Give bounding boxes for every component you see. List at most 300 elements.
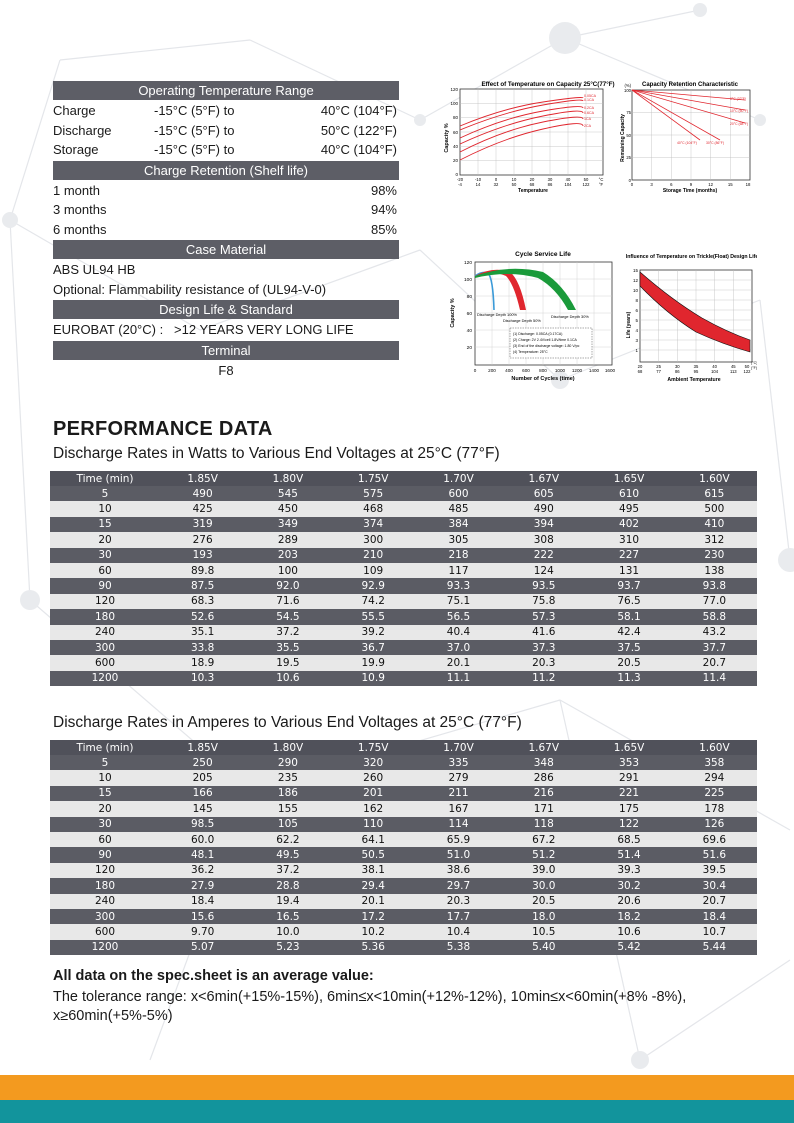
value-cell: 30.0 xyxy=(501,878,586,893)
value-cell: 100 xyxy=(245,563,330,578)
table-row xyxy=(50,578,757,593)
table-row xyxy=(50,832,757,847)
value-cell: 218 xyxy=(416,548,501,563)
row-min: -15°C (5°F) to xyxy=(154,142,235,157)
column-header-voltage: 1.70V xyxy=(416,740,501,755)
value-cell: 118 xyxy=(501,817,586,832)
value-cell: 575 xyxy=(331,486,416,501)
y-tick: 40 xyxy=(452,144,458,149)
table-row xyxy=(50,924,757,939)
x-tick: 30 xyxy=(547,177,553,182)
value-cell: 39.3 xyxy=(586,863,671,878)
value-cell: 10.4 xyxy=(416,924,501,939)
value-cell: 175 xyxy=(586,801,671,816)
column-header-voltage: 1.80V xyxy=(245,471,330,486)
table-row xyxy=(50,655,757,670)
value-cell: 109 xyxy=(331,563,416,578)
value-cell: 15.6 xyxy=(160,909,245,924)
column-header-voltage: 1.75V xyxy=(331,740,416,755)
column-header-voltage: 1.65V xyxy=(586,471,671,486)
spec-row-discharge xyxy=(53,121,399,141)
chart-title xyxy=(626,254,757,260)
table-row xyxy=(50,563,757,578)
value-cell: 69.6 xyxy=(672,832,757,847)
value-cell: 201 xyxy=(331,786,416,801)
value-cell: 145 xyxy=(160,801,245,816)
value-cell: 58.8 xyxy=(672,609,757,624)
value-cell: 155 xyxy=(245,801,330,816)
value-cell: 186 xyxy=(245,786,330,801)
y-tick: 12 xyxy=(632,278,638,283)
value-cell: 20.1 xyxy=(416,655,501,670)
value-cell: 490 xyxy=(501,501,586,516)
value-cell: 166 xyxy=(160,786,245,801)
spec-row-charge xyxy=(53,101,399,121)
time-cell: 120 xyxy=(50,594,160,609)
x-tick: 95 xyxy=(693,369,699,374)
value-cell: 10.9 xyxy=(331,671,416,686)
x-tick: 12 xyxy=(708,182,713,187)
value-cell: 30.4 xyxy=(672,878,757,893)
x-tick: 20 xyxy=(637,364,643,369)
value-cell: 216 xyxy=(501,786,586,801)
value-cell: 16.5 xyxy=(245,909,330,924)
time-cell: 1200 xyxy=(50,940,160,955)
value-cell: 320 xyxy=(331,755,416,770)
chart-note: (4) Temperature: 25°C xyxy=(513,350,548,354)
value-cell: 75.1 xyxy=(416,594,501,609)
value-cell: 394 xyxy=(501,517,586,532)
y-tick: 0 xyxy=(628,178,631,183)
footer-orange-band xyxy=(0,1075,794,1100)
value-cell: 291 xyxy=(586,770,671,785)
y-tick: 120 xyxy=(463,261,472,266)
value-cell: 600 xyxy=(416,486,501,501)
value-cell: 5.44 xyxy=(672,940,757,955)
x-tick: 68 xyxy=(529,182,535,187)
x-tick: 1400 xyxy=(588,368,600,373)
curve-label: Discharge Depth 30% xyxy=(551,314,589,319)
value-cell: 43.2 xyxy=(672,625,757,640)
y-axis-label: Capacity % xyxy=(444,123,450,153)
value-cell: 10.2 xyxy=(331,924,416,939)
value-cell: 105 xyxy=(245,817,330,832)
curve-label: Discharge Depth 100% xyxy=(477,312,518,317)
value-cell: 38.6 xyxy=(416,863,501,878)
x-unit: (°C) xyxy=(751,361,757,365)
value-cell: 60.0 xyxy=(160,832,245,847)
chart-title: Capacity Retention Characteristic xyxy=(641,82,739,88)
y-tick: 3 xyxy=(635,338,638,343)
curve-label: 10°C (50°F) xyxy=(730,109,748,113)
y-tick: 40 xyxy=(466,329,472,334)
value-cell: 20.1 xyxy=(331,894,416,909)
spec-row-retention-3 xyxy=(53,200,399,220)
time-cell: 240 xyxy=(50,625,160,640)
table-row xyxy=(50,501,757,516)
table-row xyxy=(50,671,757,686)
value-cell: 71.6 xyxy=(245,594,330,609)
watts-discharge-table xyxy=(50,471,757,686)
value-cell: 28.8 xyxy=(245,878,330,893)
curve-label: 1CA xyxy=(584,117,591,121)
row-text: EUROBAT (20°C) : >12 YEARS VERY LONG LIFE xyxy=(53,322,354,337)
value-cell: 5.07 xyxy=(160,940,245,955)
time-cell: 30 xyxy=(50,817,160,832)
value-cell: 279 xyxy=(416,770,501,785)
value-cell: 27.9 xyxy=(160,878,245,893)
row-label: Discharge xyxy=(53,122,112,138)
value-cell: 162 xyxy=(331,801,416,816)
value-cell: 98.5 xyxy=(160,817,245,832)
value-cell: 56.5 xyxy=(416,609,501,624)
x-tick: 40 xyxy=(712,364,717,369)
row-min: -15°C (5°F) to xyxy=(154,103,235,118)
row-label: Storage xyxy=(53,142,99,157)
value-cell: 289 xyxy=(245,532,330,547)
time-cell: 180 xyxy=(50,878,160,893)
value-cell: 5.40 xyxy=(501,940,586,955)
value-cell: 110 xyxy=(331,817,416,832)
value-cell: 122 xyxy=(586,817,671,832)
value-cell: 51.0 xyxy=(416,847,501,862)
value-cell: 39.0 xyxy=(501,863,586,878)
value-cell: 37.2 xyxy=(245,625,330,640)
x-tick: 68 xyxy=(637,369,643,374)
value-cell: 92.9 xyxy=(331,578,416,593)
x-tick: 1200 xyxy=(571,368,583,373)
y-tick: 1 xyxy=(635,348,638,353)
value-cell: 211 xyxy=(416,786,501,801)
value-cell: 92.0 xyxy=(245,578,330,593)
value-cell: 20.3 xyxy=(501,655,586,670)
value-cell: 37.5 xyxy=(586,640,671,655)
column-header-time: Time (min) xyxy=(50,740,160,755)
chart-note: (3) End of the discharge voltage: 1.80 V/pc xyxy=(513,344,580,348)
x-tick: -10 xyxy=(474,177,482,182)
table-row xyxy=(50,609,757,624)
x-tick: 1000 xyxy=(554,368,566,373)
curve-label: 0°C (32°F) xyxy=(730,97,747,101)
curve-label: 0.1CA xyxy=(584,98,594,102)
column-header-voltage: 1.80V xyxy=(245,740,330,755)
value-cell: 19.4 xyxy=(245,894,330,909)
y-tick: 80 xyxy=(466,295,472,300)
time-cell: 600 xyxy=(50,924,160,939)
value-cell: 9.70 xyxy=(160,924,245,939)
value-cell: 227 xyxy=(586,548,671,563)
value-cell: 167 xyxy=(416,801,501,816)
value-cell: 67.2 xyxy=(501,832,586,847)
chart-note: (1) Discharge: 0.05CA (0.17CA) xyxy=(513,332,563,336)
x-axis-label: Temperature xyxy=(518,188,548,194)
table-row xyxy=(50,755,757,770)
x-tick: 35 xyxy=(693,364,699,369)
value-cell: 171 xyxy=(501,801,586,816)
y-tick: 50 xyxy=(626,133,631,138)
x-tick: 32 xyxy=(493,182,499,187)
x-tick: 25 xyxy=(656,364,661,369)
value-cell: 77.0 xyxy=(672,594,757,609)
value-cell: 349 xyxy=(245,517,330,532)
y-tick: 120 xyxy=(450,87,458,92)
time-cell: 20 xyxy=(50,801,160,816)
table-row xyxy=(50,817,757,832)
value-cell: 42.4 xyxy=(586,625,671,640)
value-cell: 29.4 xyxy=(331,878,416,893)
value-cell: 58.1 xyxy=(586,609,671,624)
x-tick: 86 xyxy=(547,182,553,187)
value-cell: 10.7 xyxy=(672,924,757,939)
value-cell: 54.5 xyxy=(245,609,330,624)
value-cell: 193 xyxy=(160,548,245,563)
spec-table xyxy=(53,80,399,380)
capacity-retention-chart xyxy=(620,78,755,196)
value-cell: 10.0 xyxy=(245,924,330,939)
curve-label: 0.05CA xyxy=(584,94,596,98)
value-cell: 20.7 xyxy=(672,894,757,909)
value-cell: 33.8 xyxy=(160,640,245,655)
temp-capacity-chart xyxy=(443,78,618,196)
value-cell: 30.2 xyxy=(586,878,671,893)
time-cell: 90 xyxy=(50,578,160,593)
case-material-line1 xyxy=(53,260,399,280)
value-cell: 37.0 xyxy=(416,640,501,655)
value-cell: 11.2 xyxy=(501,671,586,686)
curve-label: 2CA xyxy=(584,124,591,128)
value-cell: 5.42 xyxy=(586,940,671,955)
curve-label: 0.6CA xyxy=(584,111,594,115)
x-tick: -4 xyxy=(458,182,462,187)
value-cell: 37.7 xyxy=(672,640,757,655)
value-cell: 10.6 xyxy=(586,924,671,939)
y-tick: 0 xyxy=(455,172,458,177)
value-cell: 235 xyxy=(245,770,330,785)
curve-label: Discharge Depth 50% xyxy=(503,318,541,323)
value-cell: 335 xyxy=(416,755,501,770)
value-cell: 10.6 xyxy=(245,671,330,686)
y-tick: 60 xyxy=(466,312,472,317)
y-tick: 80 xyxy=(452,115,458,120)
value-cell: 114 xyxy=(416,817,501,832)
y-tick: 4 xyxy=(635,328,638,333)
x-tick: 104 xyxy=(711,369,719,374)
value-cell: 65.9 xyxy=(416,832,501,847)
x-tick: 40 xyxy=(565,177,571,182)
x-axis-label: Storage Time (months) xyxy=(662,188,718,194)
y-tick: 15 xyxy=(632,268,638,273)
column-header-voltage: 1.85V xyxy=(160,471,245,486)
design-life-line xyxy=(53,320,399,340)
value-cell: 384 xyxy=(416,517,501,532)
table-header-row xyxy=(50,471,757,486)
value-cell: 11.3 xyxy=(586,671,671,686)
y-axis-label: Life (years) xyxy=(626,311,632,339)
x-tick: 77 xyxy=(656,369,661,374)
x-tick: 18 xyxy=(745,182,751,187)
value-cell: 425 xyxy=(160,501,245,516)
value-cell: 93.8 xyxy=(672,578,757,593)
x-tick: 50 xyxy=(583,177,589,182)
spec-row-storage xyxy=(53,140,399,160)
value-cell: 18.9 xyxy=(160,655,245,670)
value-cell: 310 xyxy=(586,532,671,547)
x-tick: 50 xyxy=(511,182,517,187)
time-cell: 15 xyxy=(50,517,160,532)
footer-teal-band xyxy=(0,1100,794,1123)
value-cell: 203 xyxy=(245,548,330,563)
cycle-life-chart xyxy=(448,248,618,383)
value-cell: 10.3 xyxy=(160,671,245,686)
row-label: 1 month xyxy=(53,182,100,198)
table-row xyxy=(50,486,757,501)
column-header-voltage: 1.85V xyxy=(160,740,245,755)
value-cell: 353 xyxy=(586,755,671,770)
time-cell: 5 xyxy=(50,755,160,770)
time-cell: 300 xyxy=(50,640,160,655)
x-tick: 400 xyxy=(505,368,513,373)
column-header-voltage: 1.75V xyxy=(331,471,416,486)
value-cell: 19.9 xyxy=(331,655,416,670)
value-cell: 76.5 xyxy=(586,594,671,609)
x-tick: 14 xyxy=(475,182,481,187)
row-min: -15°C (5°F) to xyxy=(154,122,235,138)
value-cell: 5.36 xyxy=(331,940,416,955)
value-cell: 62.2 xyxy=(245,832,330,847)
y-tick: 6 xyxy=(635,308,638,313)
average-value-note: All data on the spec.sheet is an average value: xyxy=(53,968,374,984)
time-cell: 600 xyxy=(50,655,160,670)
row-label: 3 months xyxy=(53,202,107,217)
value-cell: 312 xyxy=(672,532,757,547)
value-cell: 468 xyxy=(331,501,416,516)
performance-title: PERFORMANCE DATA xyxy=(53,418,273,440)
value-cell: 40.4 xyxy=(416,625,501,640)
x-tick: -20 xyxy=(456,177,464,182)
row-value: 98% xyxy=(370,182,397,198)
value-cell: 500 xyxy=(672,501,757,516)
value-cell: 52.6 xyxy=(160,609,245,624)
table-row xyxy=(50,940,757,955)
value-cell: 402 xyxy=(586,517,671,532)
x-axis-label: Ambient Temperature xyxy=(667,377,721,383)
chart-title: Effect of Temperature on Capacity 25°C(77°F) xyxy=(481,81,615,88)
value-cell: 20.5 xyxy=(501,894,586,909)
value-cell: 18.0 xyxy=(501,909,586,924)
section-header-case-material: Case Material xyxy=(53,240,399,259)
row-value: 85% xyxy=(370,221,397,237)
value-cell: 49.5 xyxy=(245,847,330,862)
value-cell: 410 xyxy=(672,517,757,532)
value-cell: 18.2 xyxy=(586,909,671,924)
column-header-voltage: 1.60V xyxy=(672,740,757,755)
value-cell: 93.5 xyxy=(501,578,586,593)
value-cell: 20.7 xyxy=(672,655,757,670)
value-cell: 20.5 xyxy=(586,655,671,670)
time-cell: 10 xyxy=(50,501,160,516)
time-cell: 120 xyxy=(50,863,160,878)
chart-note: (2) Charge: 2V 2.4V/cell 1.8V/time 0.1CA xyxy=(513,338,577,342)
value-cell: 68.3 xyxy=(160,594,245,609)
value-cell: 286 xyxy=(501,770,586,785)
value-cell: 17.7 xyxy=(416,909,501,924)
value-cell: 75.8 xyxy=(501,594,586,609)
time-cell: 10 xyxy=(50,770,160,785)
value-cell: 50.5 xyxy=(331,847,416,862)
y-tick: 60 xyxy=(452,130,458,135)
x-tick: 1600 xyxy=(604,368,616,373)
x-tick: 122 xyxy=(743,369,751,374)
value-cell: 124 xyxy=(501,563,586,578)
table-row xyxy=(50,548,757,563)
row-text: Optional: Flammability resistance of (UL94-V-0) xyxy=(53,281,327,297)
x-tick: 113 xyxy=(729,369,737,374)
y-tick: 20 xyxy=(466,346,472,351)
x-tick: 800 xyxy=(539,368,547,373)
table-row xyxy=(50,640,757,655)
time-cell: 30 xyxy=(50,548,160,563)
value-cell: 138 xyxy=(672,563,757,578)
value-cell: 37.3 xyxy=(501,640,586,655)
value-cell: 490 xyxy=(160,486,245,501)
time-cell: 60 xyxy=(50,563,160,578)
watts-table-title: Discharge Rates in Watts to Various End Voltages at 25°C (77°F) xyxy=(53,445,500,462)
section-header-terminal: Terminal xyxy=(53,341,399,360)
column-header-time: Time (min) xyxy=(50,471,160,486)
value-cell: 18.4 xyxy=(160,894,245,909)
table-row xyxy=(50,863,757,878)
x-tick: °C xyxy=(598,177,604,182)
time-cell: 60 xyxy=(50,832,160,847)
row-max: 50°C (122°F) xyxy=(320,122,397,138)
value-cell: 20.3 xyxy=(416,894,501,909)
time-cell: 5 xyxy=(50,486,160,501)
table-row xyxy=(50,847,757,862)
value-cell: 18.4 xyxy=(672,909,757,924)
value-cell: 55.5 xyxy=(331,609,416,624)
row-max: 40°C (104°F) xyxy=(320,103,397,118)
time-cell: 180 xyxy=(50,609,160,624)
spec-row-retention-1 xyxy=(53,181,399,201)
value-cell: 37.2 xyxy=(245,863,330,878)
y-tick: 20 xyxy=(452,158,458,163)
value-cell: 305 xyxy=(416,532,501,547)
row-max: 40°C (104°F) xyxy=(320,142,397,157)
column-header-voltage: 1.67V xyxy=(501,740,586,755)
x-tick: 122 xyxy=(582,182,590,187)
value-cell: 276 xyxy=(160,532,245,547)
column-header-voltage: 1.67V xyxy=(501,471,586,486)
y-tick: 75 xyxy=(626,110,631,115)
table-row xyxy=(50,770,757,785)
value-cell: 41.6 xyxy=(501,625,586,640)
value-cell: 39.5 xyxy=(672,863,757,878)
x-tick: 10 xyxy=(511,177,517,182)
amps-table-title: Discharge Rates in Amperes to Various End Voltages at 25°C (77°F) xyxy=(53,714,522,731)
value-cell: 36.2 xyxy=(160,863,245,878)
tolerance-note: The tolerance range: x<6min(+15%-15%), 6min≤x<10min(+12%-12%), 10min≤x<60min(+8% -8%), x≥60min(+5%-5%) xyxy=(53,989,687,1024)
x-tick: 50 xyxy=(744,364,750,369)
value-cell: 57.3 xyxy=(501,609,586,624)
value-cell: 178 xyxy=(672,801,757,816)
case-material-line2 xyxy=(53,280,399,300)
x-tick: 600 xyxy=(522,368,530,373)
value-cell: 308 xyxy=(501,532,586,547)
x-tick: 0 xyxy=(494,177,498,182)
value-cell: 36.7 xyxy=(331,640,416,655)
x-tick: 9 xyxy=(689,182,693,187)
value-cell: 615 xyxy=(672,486,757,501)
